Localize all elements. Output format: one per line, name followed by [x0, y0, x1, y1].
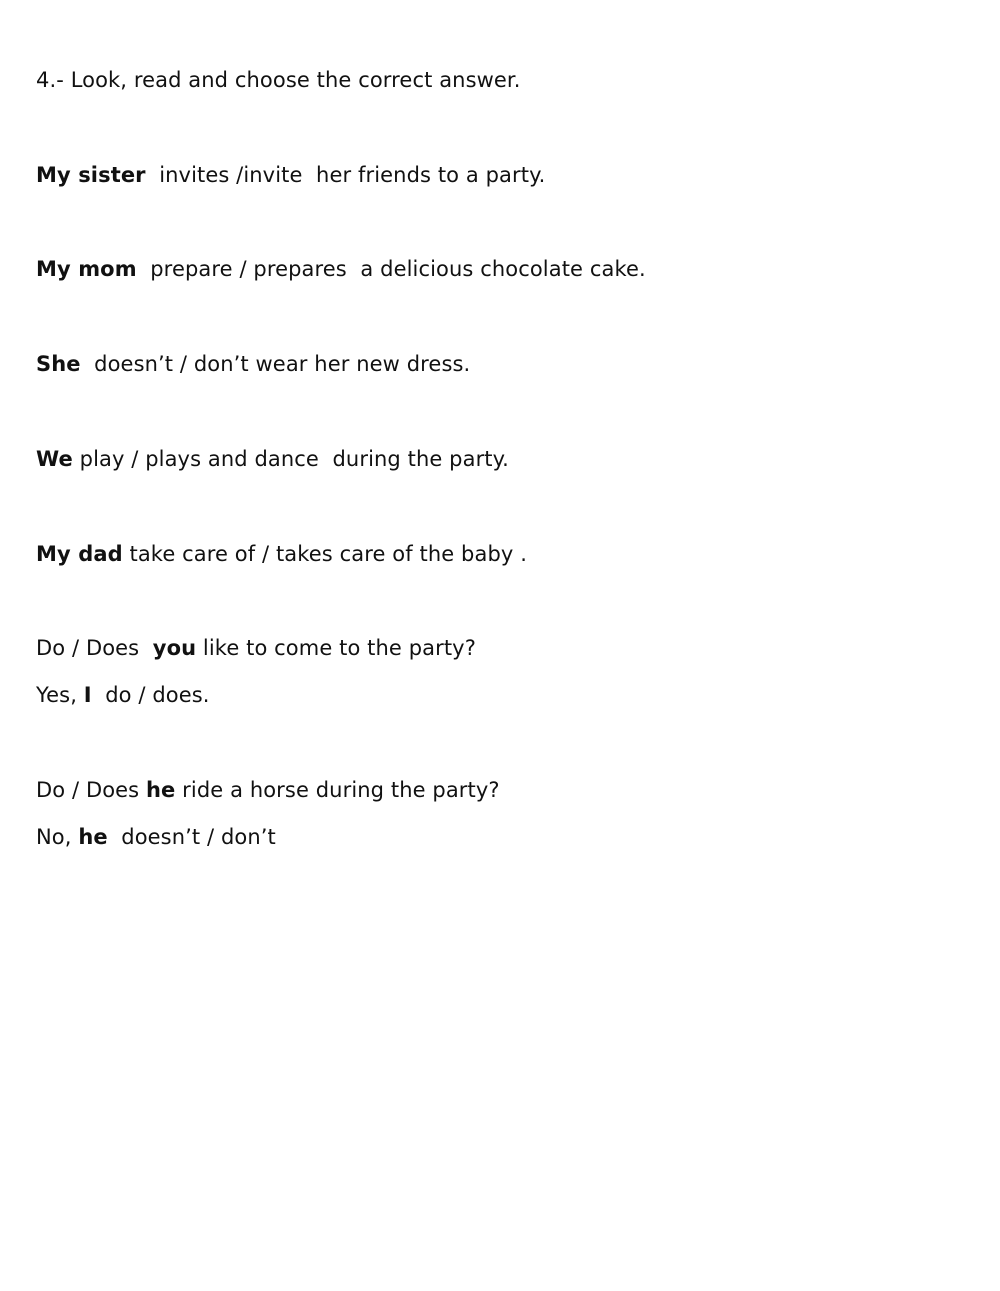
- question-1-text: like to come to the party?: [196, 636, 476, 660]
- question-2: [36, 776, 500, 804]
- sentence-1: [36, 161, 545, 189]
- answer-2: [36, 823, 276, 851]
- sentence-4-subject: We: [36, 447, 73, 471]
- answer-1-options[interactable]: do / does.: [91, 683, 210, 707]
- answer-1: [36, 681, 210, 709]
- sentence-4-options[interactable]: play / plays and dance during the party.: [72, 447, 509, 471]
- sentence-3-options[interactable]: doesn’t / don’t wear her new dress.: [80, 352, 471, 376]
- question-1: [36, 634, 476, 662]
- question-2-text: ride a horse during the party?: [175, 778, 500, 802]
- sentence-5: [36, 540, 527, 568]
- question-2-options[interactable]: Do / Does: [36, 778, 146, 802]
- sentence-1-options[interactable]: invites /invite her friends to a party.: [145, 163, 546, 187]
- answer-1-prefix: Yes,: [36, 683, 84, 707]
- sentence-1-subject: My sister: [36, 163, 146, 187]
- answer-2-subject: he: [78, 825, 108, 849]
- answer-1-subject: I: [83, 683, 92, 707]
- question-1-subject: you: [152, 636, 197, 660]
- sentence-2-subject: My mom: [36, 257, 137, 281]
- sentence-2-options[interactable]: prepare / prepares a delicious chocolate cake.: [136, 257, 646, 281]
- question-1-options[interactable]: Do / Does: [36, 636, 153, 660]
- exercise-instruction: 4.- Look, read and choose the correct answer.: [36, 68, 521, 92]
- sentence-5-subject: My dad: [36, 542, 123, 566]
- answer-2-prefix: No,: [36, 825, 79, 849]
- question-2-subject: he: [146, 778, 176, 802]
- answer-2-options[interactable]: doesn’t / don’t: [107, 825, 276, 849]
- sentence-5-options[interactable]: take care of / takes care of the baby .: [122, 542, 527, 566]
- sentence-3-subject: She: [36, 352, 81, 376]
- sentence-2: [36, 255, 646, 283]
- sentence-4: [36, 445, 509, 473]
- sentence-3: [36, 350, 470, 378]
